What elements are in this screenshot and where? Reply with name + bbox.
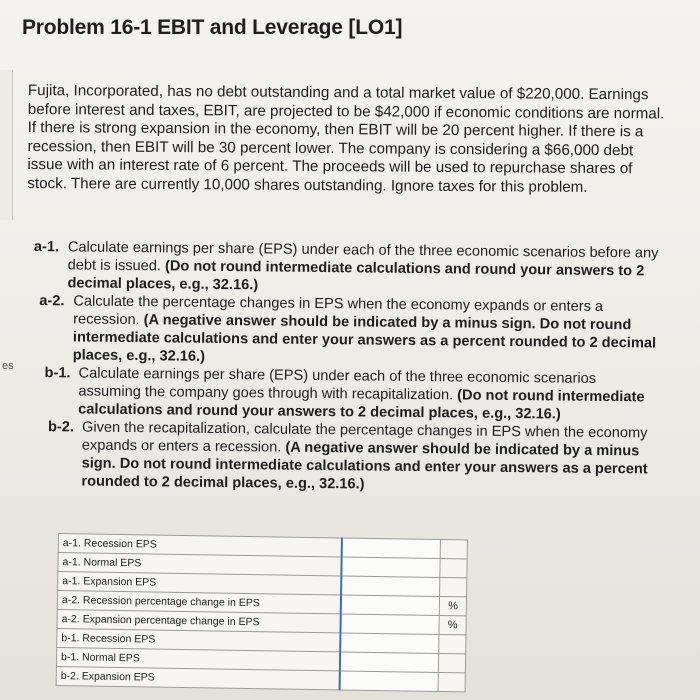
answer-input-b1-recession[interactable]	[341, 633, 440, 654]
row-label: a-2. Recession percentage change in EPS	[57, 591, 341, 614]
row-label: a-1. Normal EPS	[58, 553, 342, 576]
question-instruction: (A negative answer should be indicated by a minus sign. Do not round intermediate calculations and enter your answers as a percent rounded to 2 decimal places, e.g., 32.16.)	[72, 312, 657, 365]
question-text: Calculate earnings per share (EPS) under each of the three economic scenarios before any debt is issued.	[67, 239, 659, 275]
question-instruction: (A negative answer should be indicated by a minus sign. Do not round intermediate calculations and enter your answers as a percent rounded to 2 decimal places, e.g., 32.16.)	[81, 439, 648, 493]
unit-cell	[440, 540, 467, 559]
question-text: Calculate earnings per share (EPS) under each of the three economic scenarios assuming the company goes through with recapitalization.	[78, 365, 597, 404]
answer-input-a2-recession[interactable]	[341, 595, 440, 616]
row-label: a-2. Expansion percentage change in EPS	[57, 609, 341, 632]
question-a2	[39, 292, 659, 370]
answer-table	[56, 533, 468, 692]
row-label: a-1. Expansion EPS	[58, 572, 342, 595]
problem-statement: Fujita, Incorporated, has no debt outstanding and a total market value of $220,000. Earnings before interest and taxes, EBIT, are projected to be $42,000 if economic conditions are normal. If there is strong expansion in the economy, then EBIT will be 20 percent higher. If there is a recession, then EBIT will be 30 percent lower. The company is considering a $66,000 debt issue with an interest rate of 6 percent. The proceeds will be used to repurchase shares of stock. There are currently 10,000 shares outstanding. Ignore taxes for this problem.	[27, 82, 665, 196]
unit-cell	[439, 653, 466, 672]
percent-sign: %	[440, 597, 467, 616]
question-label: b-1.	[44, 365, 71, 382]
unit-cell	[438, 672, 465, 691]
question-label: a-1.	[33, 238, 60, 256]
question-label: b-2.	[47, 419, 75, 436]
page-title: Problem 16-1 EBIT and Leverage [LO1]	[22, 16, 403, 39]
answer-input-a1-expansion[interactable]	[341, 576, 440, 597]
row-label: b-1. Normal EPS	[56, 647, 340, 670]
question-text: Given the recapitalization, calculate the percentage changes in EPS when the economy expands or enters a recession.	[81, 419, 648, 456]
question-instruction: (Do not round intermediate calculations and round your answers to 2 decimal places, e.g., 32.16.)	[67, 258, 645, 294]
answer-input-a2-expansion[interactable]	[341, 614, 440, 635]
side-fragment-text: es	[2, 360, 14, 372]
unit-cell	[440, 559, 467, 578]
answer-input-a1-normal[interactable]	[342, 557, 441, 578]
answer-input-b1-normal[interactable]	[340, 652, 439, 673]
answer-input-a1-recession[interactable]	[342, 538, 441, 559]
percent-sign: %	[439, 616, 466, 635]
side-panel-edge	[0, 70, 13, 220]
question-text: Calculate the percentage changes in EPS when the economy expands or enters a recession.	[73, 293, 604, 329]
row-label: b-1. Recession EPS	[57, 628, 341, 651]
unit-cell	[440, 578, 467, 597]
question-label: a-2.	[39, 293, 65, 310]
unit-cell	[439, 635, 466, 654]
answer-input-b2-expansion[interactable]	[340, 671, 439, 692]
question-b1	[44, 364, 658, 424]
row-label: a-1. Recession EPS	[58, 534, 342, 557]
question-b2	[47, 418, 657, 496]
question-list	[31, 238, 659, 497]
question-a1	[33, 238, 659, 299]
question-instruction: (Do not round intermediate calculations and round your answers to 2 decimal places, e.g., 32.16.)	[78, 387, 645, 423]
row-label: b-2. Expansion EPS	[56, 666, 340, 689]
